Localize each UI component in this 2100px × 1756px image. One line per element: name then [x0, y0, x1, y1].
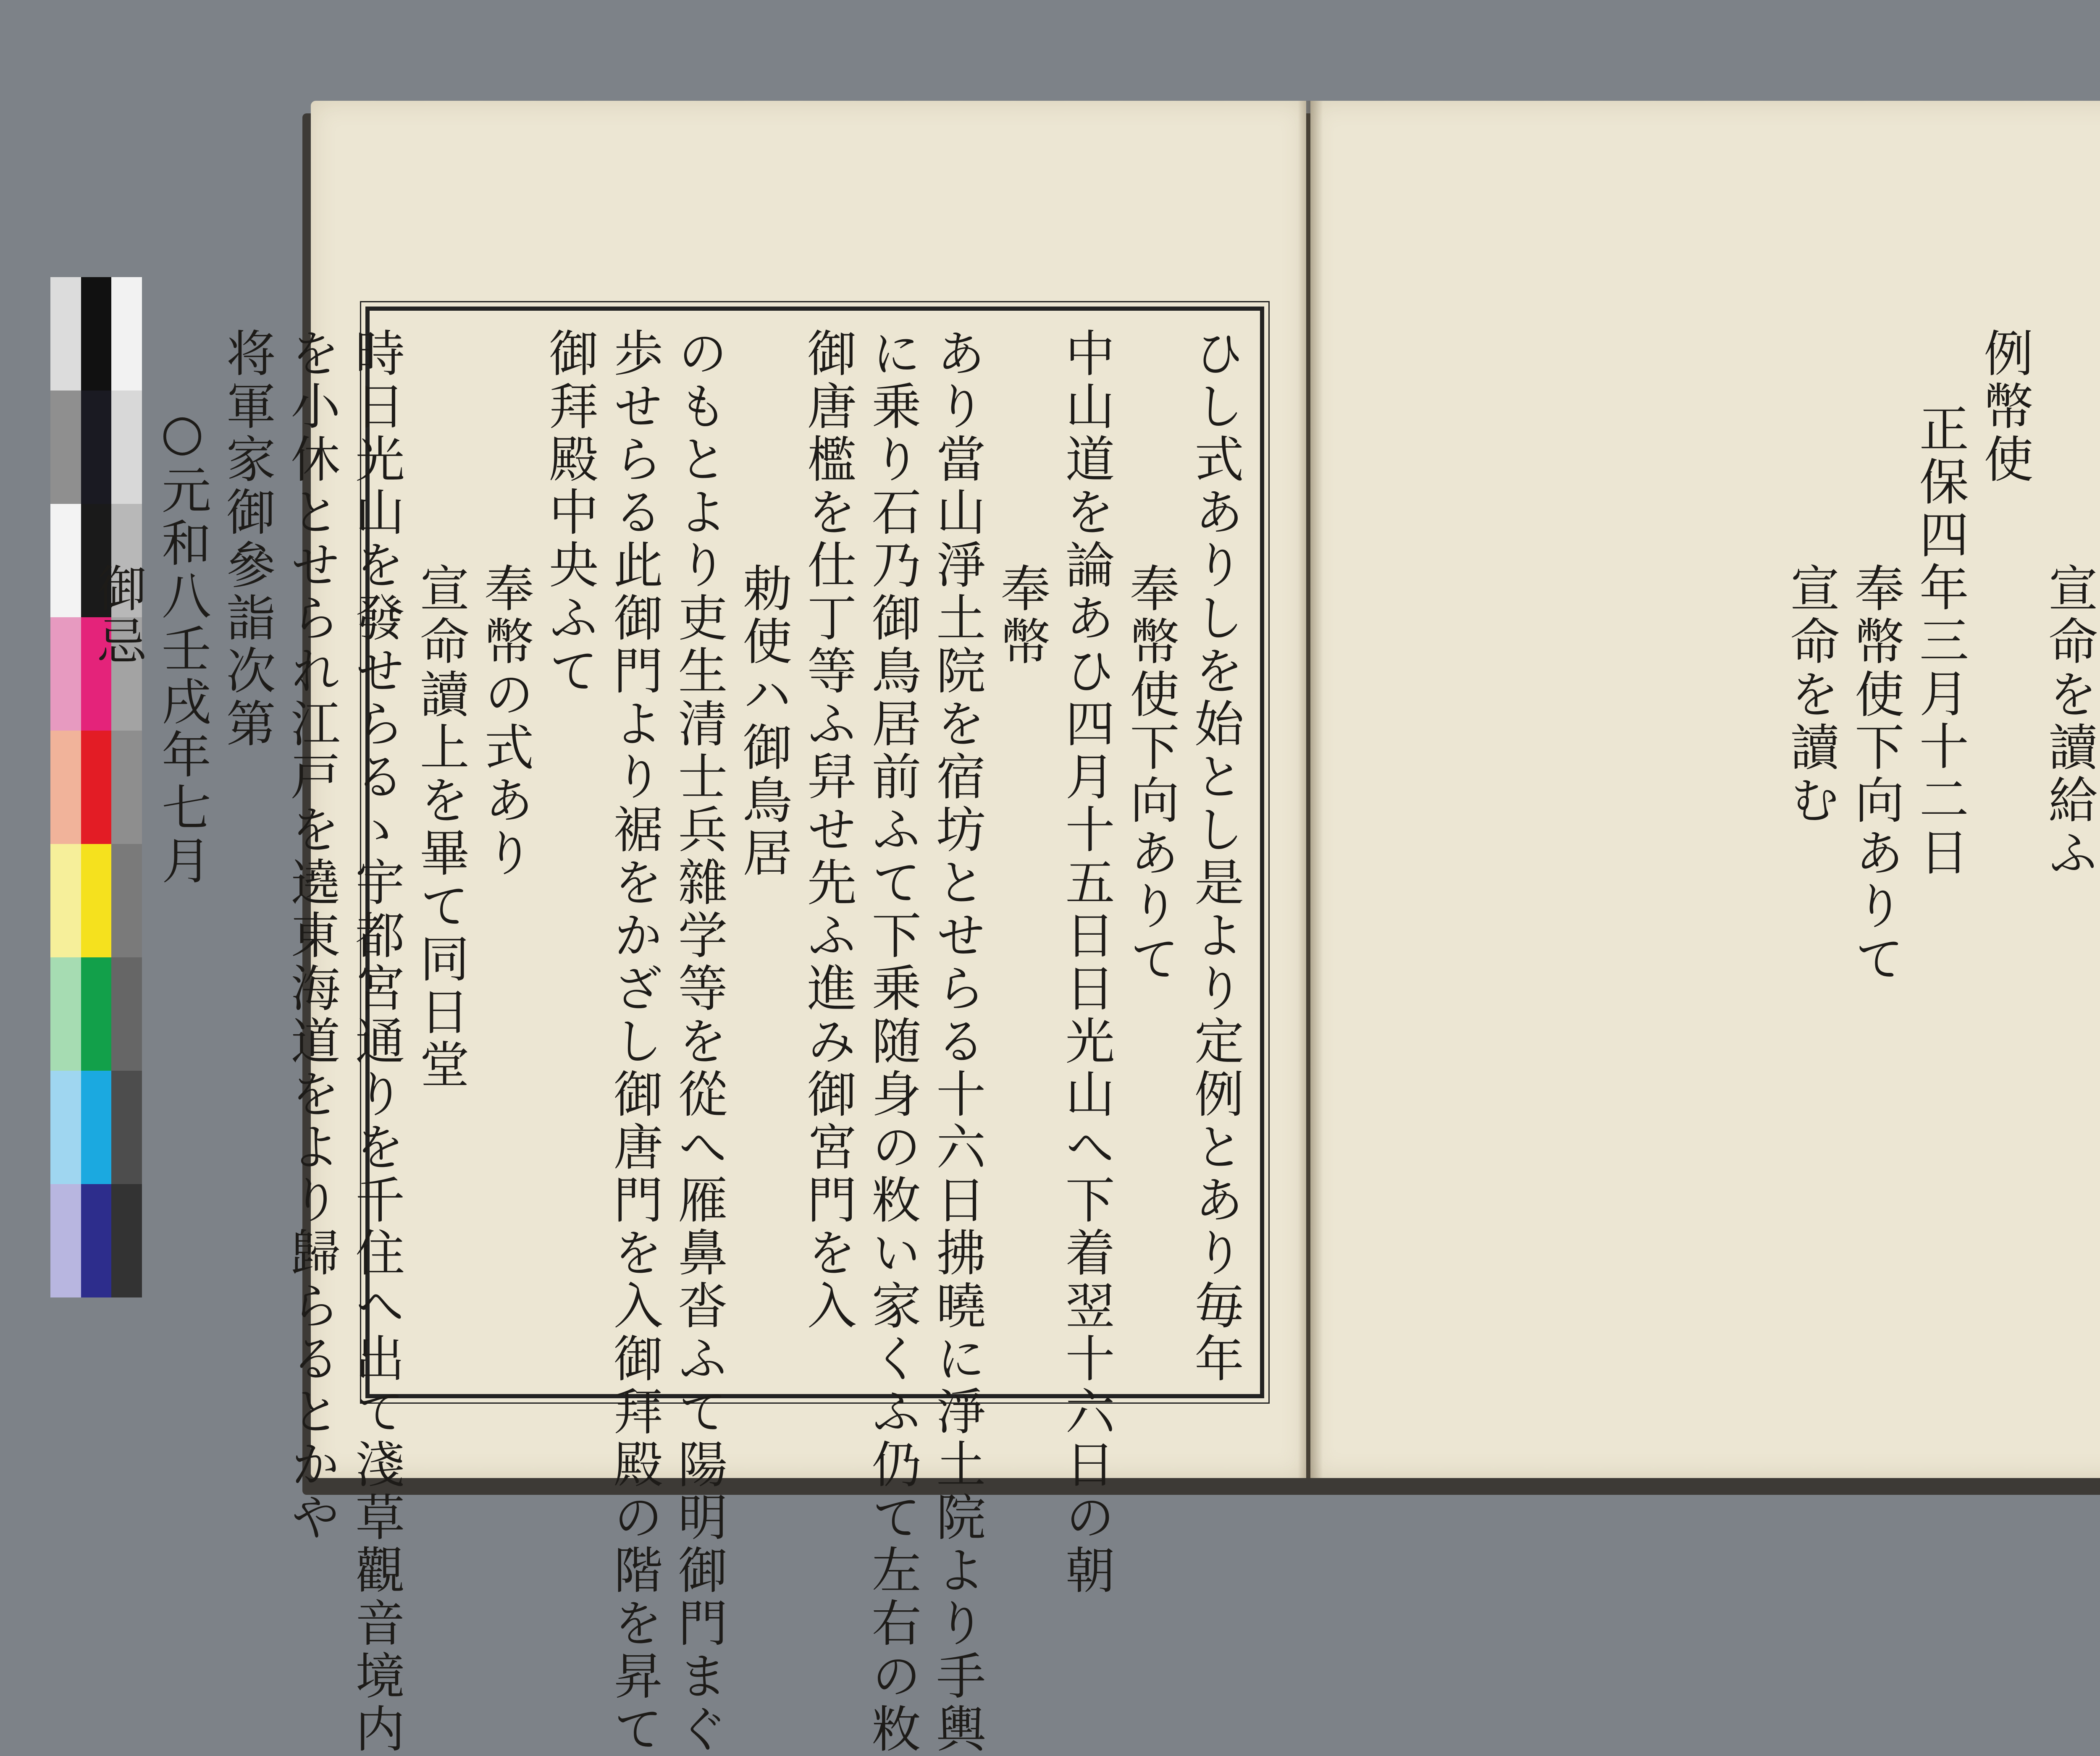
- text-column: 正保四年三月十二日: [1911, 403, 1969, 879]
- color-patch: [50, 617, 81, 731]
- text-column: 将軍家御參詣次第: [218, 328, 276, 751]
- text-column: 例幣使: [1975, 328, 2034, 486]
- text-column: 奉幣使下向ありて: [1121, 563, 1180, 986]
- text-column: 歩せらる此御門より裾をかざし御唐門を入御拜殿の階を昇て: [605, 328, 663, 1756]
- text-column: あり當山淨土院を宿坊とせらる十六日拂曉に淨土院より手輿: [928, 328, 986, 1756]
- text-column: 御忌: [89, 563, 147, 668]
- text-column: 奉幣使下向ありて: [1846, 563, 1905, 986]
- text-column: 勅使ハ御鳥居: [734, 563, 793, 880]
- text-column: 中山道を論あひ四月十五日日光山へ下着翌十六日の朝: [1057, 328, 1115, 1597]
- color-patch: [50, 1071, 81, 1184]
- text-column: に乗り石乃御鳥居前ふて下乗随身の敉い家くふ仍て左右の敉: [863, 328, 921, 1756]
- text-column: 御拜殿中央ふて: [541, 328, 599, 698]
- book-gutter: [1298, 101, 1323, 1478]
- color-patch: [50, 277, 81, 391]
- open-book: [89, 101, 2100, 1756]
- text-column: を小休とせられ江戸を遶東海道をより歸らるとかや: [282, 328, 341, 1544]
- text-column: 奉幣の式あり: [476, 563, 534, 880]
- left-page-text: [89, 328, 1244, 1756]
- left-page-frame: [89, 307, 1264, 1756]
- color-patch: [50, 957, 81, 1071]
- text-column: 宣命を讀む: [1782, 563, 1840, 827]
- text-column: ひし式ありしを始とし是より定例とあり毎年: [1186, 328, 1244, 1386]
- color-patch: [50, 504, 81, 617]
- text-column: 奉幣: [992, 563, 1050, 668]
- color-patch: [50, 844, 81, 957]
- text-column: 宣命を讀給ふ: [2040, 563, 2098, 880]
- text-column: 御唐檻を仕丁等ふ舁せ先ふ進み御宮門を入: [798, 328, 857, 1333]
- left-page: [89, 101, 1306, 1756]
- text-column: 宣命讀上を畢て同日堂: [411, 563, 470, 1092]
- right-page: [1310, 101, 2100, 1478]
- color-patch: [50, 1184, 81, 1297]
- text-column: 時日光山を發せらるゝ宇都宮通りを千住へ出て淺草觀音境内: [347, 328, 405, 1756]
- color-patch: [50, 391, 81, 504]
- text-column: のもとより吏生清士兵雜学等を從へ雁鼻沓ふて陽明御門まぐ: [669, 328, 728, 1756]
- text-column: ○元和八壬戌年七月: [153, 403, 211, 888]
- color-patch: [50, 731, 81, 844]
